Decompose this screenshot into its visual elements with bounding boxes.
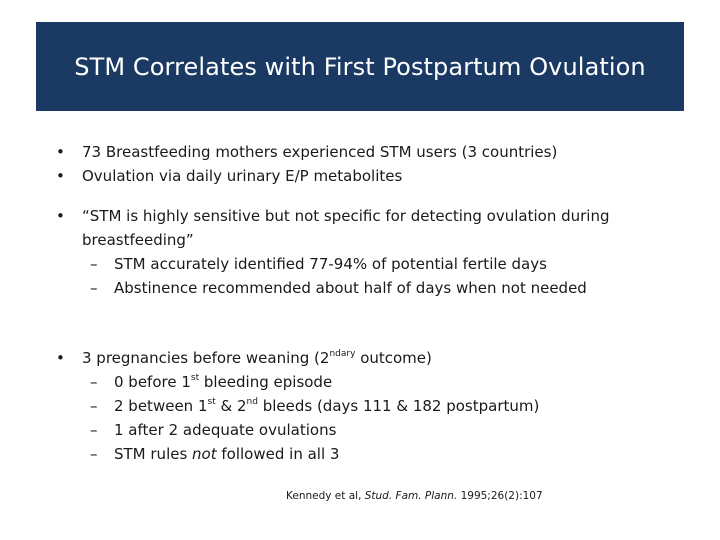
dash-icon: – xyxy=(90,445,98,463)
subbullet-fertile-days xyxy=(56,252,666,276)
subbullet-text-start: 2 between 1 xyxy=(114,397,208,415)
bullet-text: 73 Breastfeeding mothers experienced STM users (3 countries) xyxy=(82,143,558,161)
bullet-icon: • xyxy=(56,207,65,225)
reference-citation xyxy=(286,490,543,502)
bullet-pregnancies xyxy=(56,346,666,370)
superscript: nd xyxy=(246,397,258,407)
subbullet-rules-not-followed xyxy=(56,442,666,466)
title-bar xyxy=(36,22,684,111)
dash-icon: – xyxy=(90,255,98,273)
bullet-text-end: outcome) xyxy=(355,349,432,367)
slide-title: STM Correlates with First Postpartum Ovulation xyxy=(74,52,646,81)
reference-journal: Stud. Fam. Plann. xyxy=(364,490,458,502)
subbullet-between-bleeds xyxy=(56,394,666,418)
subbullet-text-end: bleeds (days 111 & 182 postpartum) xyxy=(257,397,540,415)
reference-authors: Kennedy et al, xyxy=(286,490,365,502)
dash-icon: – xyxy=(90,421,98,439)
subbullet-before-first-bleed xyxy=(56,370,666,394)
subbullet-text-end: bleeding episode xyxy=(199,373,333,391)
bullet-text: Ovulation via daily urinary E/P metabolites xyxy=(82,167,403,185)
subbullet-text: Abstinence recommended about half of days when not needed xyxy=(114,279,587,297)
superscript: ndary xyxy=(329,349,356,359)
subbullet-abstinence xyxy=(56,276,666,300)
bullet-text: “STM is highly sensitive but not specific for detecting ovulation during breastfeeding” xyxy=(82,207,610,249)
emphasis-text: not xyxy=(192,445,217,463)
subbullet-text-mid: & 2 xyxy=(215,397,247,415)
reference-details: 1995;26(2):107 xyxy=(457,490,543,502)
dash-icon: – xyxy=(90,373,98,391)
dash-icon: – xyxy=(90,397,98,415)
subbullet-text-start: STM rules xyxy=(114,445,193,463)
subbullet-text: 1 after 2 adequate ovulations xyxy=(114,421,337,439)
bullet-icon: • xyxy=(56,143,65,161)
superscript: st xyxy=(207,397,216,407)
subbullet-text-start: 0 before 1 xyxy=(114,373,191,391)
bullet-text-start: 3 pregnancies before weaning (2 xyxy=(82,349,330,367)
slide-content xyxy=(56,140,666,466)
superscript: st xyxy=(190,373,200,383)
bullet-mothers xyxy=(56,140,666,164)
subbullet-text-end: followed in all 3 xyxy=(216,445,340,463)
bullet-icon: • xyxy=(56,167,65,185)
dash-icon: – xyxy=(90,279,98,297)
bullet-icon: • xyxy=(56,349,65,367)
subbullet-after-ovulations xyxy=(56,418,666,442)
bullet-ovulation xyxy=(56,164,666,188)
subbullet-text: STM accurately identified 77-94% of potential fertile days xyxy=(114,255,547,273)
bullet-quote xyxy=(56,204,666,252)
